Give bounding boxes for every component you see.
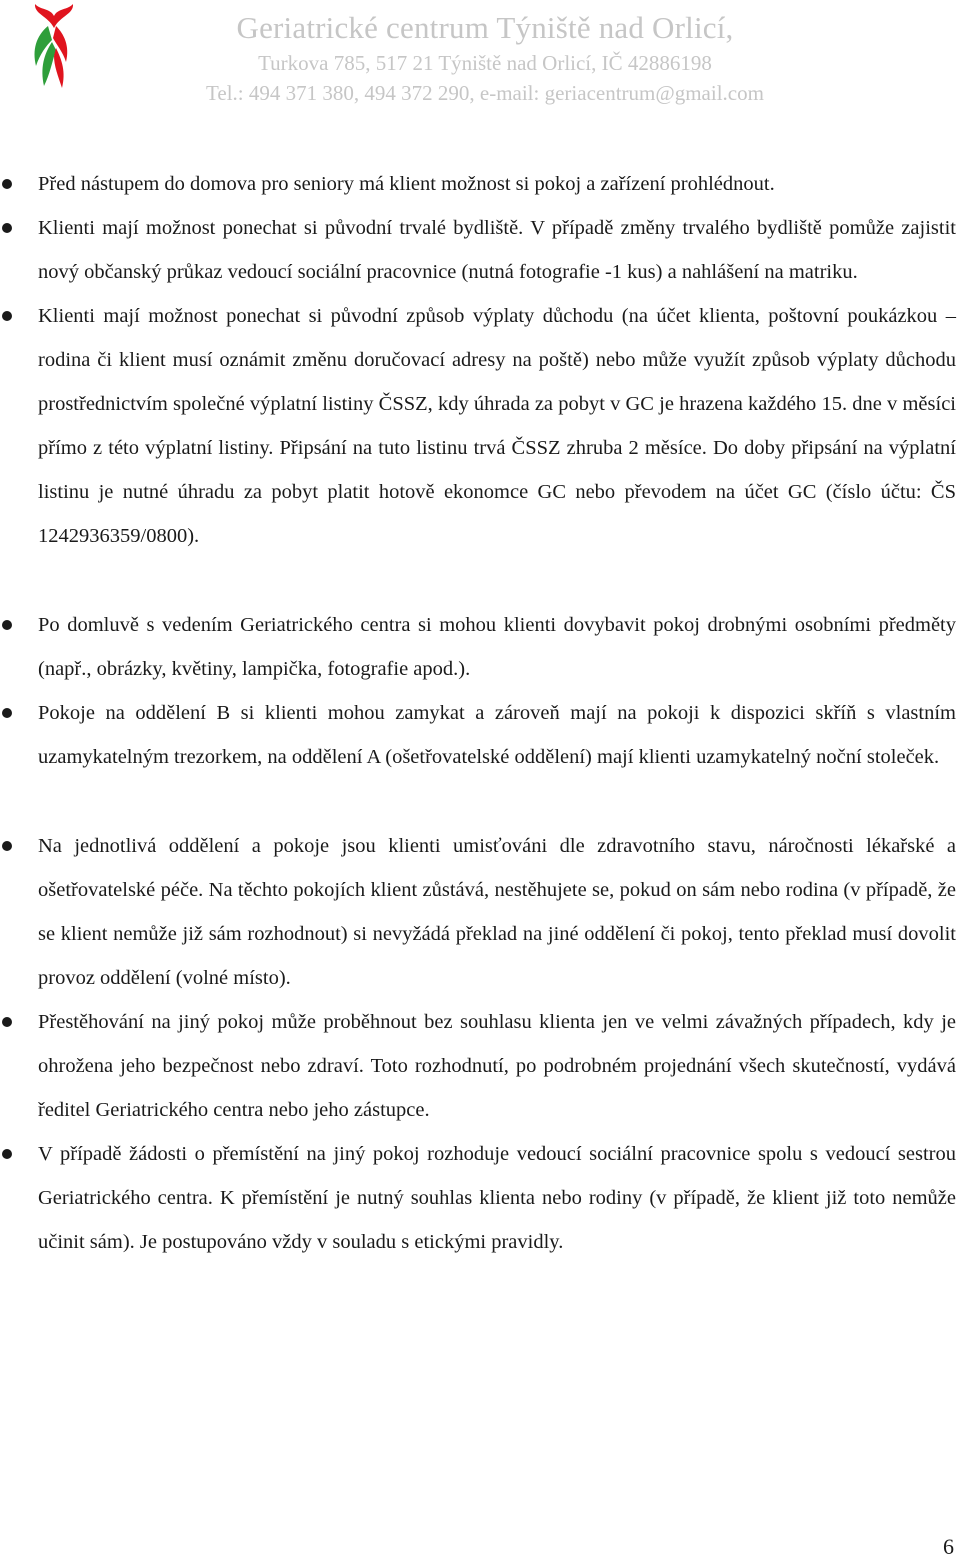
bullet-icon: [2, 1149, 12, 1159]
organization-contact: Tel.: 494 371 380, 494 372 290, e-mail: geriacentrum@gmail.com: [206, 81, 764, 105]
geriatric-centre-logo-icon: [26, 2, 82, 90]
paragraph-gap: [0, 779, 960, 824]
list-item-text: V případě žádosti o přemístění na jiný pokoj rozhoduje vedoucí sociální pracovnice spolu s vedoucí sestrou Geriatrického centra. K přemístění je nutný souhlas klienta nebo rodiny (v případě, že klient již toto nemůže učinit sám). Je postupováno vždy v souladu s etickými pravidly.: [38, 1143, 956, 1253]
bullet-icon: [2, 179, 12, 189]
bullet-icon: [2, 1017, 12, 1027]
list-item: [0, 1000, 960, 1132]
letterhead-text: [140, 8, 830, 108]
bullet-icon: [2, 311, 12, 321]
list-item: [0, 162, 960, 206]
list-item: [0, 294, 960, 558]
list-item-text: Před nástupem do domova pro seniory má klient možnost si pokoj a zařízení prohlédnout.: [38, 173, 775, 195]
list-item-text: Po domluvě s vedením Geriatrického centra si mohou klienti dovybavit pokoj drobnými osobními předměty (např., obrázky, květiny, lampička, fotografie apod.).: [38, 614, 956, 680]
organization-address: Turkova 785, 517 21 Týniště nad Orlicí, IČ 42886198: [258, 51, 712, 75]
list-item: [0, 1132, 960, 1264]
page-number: 6: [943, 1534, 954, 1559]
bullet-list: [0, 162, 960, 558]
bullet-list: [0, 603, 960, 779]
bullet-icon: [2, 620, 12, 630]
list-item: [0, 824, 960, 1000]
bullet-icon: [2, 841, 12, 851]
paragraph-gap: [0, 558, 960, 603]
organization-name: Geriatrické centrum Týniště nad Orlicí,: [236, 10, 734, 45]
list-item-text: Přestěhování na jiný pokoj může proběhnout bez souhlasu klienta jen ve velmi závažných případech, kdy je ohrožena jeho bezpečnost nebo zdraví. Toto rozhodnutí, po podrobném projednání všech skutečností, vydává ředitel Geriatrického centra nebo jeho zástupce.: [38, 1011, 956, 1121]
list-item-text: Klienti mají možnost ponechat si původní způsob výplaty důchodu (na účet klienta, poštovní poukázkou – rodina či klient musí oznámit změnu doručovací adresy na poště) nebo může využít způsob výplaty důchodu prostřednictvím společné výplatní listiny ČSSZ, kdy úhrada za pobyt v GC je hrazena každého 15. dne v měsíci přímo z této výplatní listiny. Připsání na tuto listinu trvá ČSSZ zhruba 2 měsíce. Do doby připsání na výplatní listinu je nutné úhradu za pobyt platit hotově ekonomce GC nebo převodem na účet GC (číslo účtu: ČS 1242936359/0800).: [38, 305, 956, 547]
list-item-text: Klienti mají možnost ponechat si původní trvalé bydliště. V případě změny trvalého bydliště pomůže zajistit nový občanský průkaz vedoucí sociální pracovnice (nutná fotografie -1 kus) a nahlášení na matriku.: [38, 217, 956, 283]
document-body: [0, 162, 960, 1264]
list-item: [0, 206, 960, 294]
list-item-text: Na jednotlivá oddělení a pokoje jsou klienti umisťováni dle zdravotního stavu, náročnosti lékařské a ošetřovatelské péče. Na těchto pokojích klient zůstává, nestěhujete se, pokud on sám nebo rodina (v případě, že se klient nemůže již sám rozhodnout) si nevyžádá překlad na jiné oddělení či pokoj, tento překlad musí dovolit provoz oddělení (volné místo).: [38, 835, 956, 989]
list-item: [0, 603, 960, 691]
list-item-text: Pokoje na oddělení B si klienti mohou zamykat a zároveň mají na pokoji k dispozici skříň s vlastním uzamykatelným trezorkem, na oddělení A (ošetřovatelské oddělení) mají klienti uzamykatelný noční stoleček.: [38, 702, 956, 768]
list-item: [0, 691, 960, 779]
letterhead: [0, 0, 960, 120]
bullet-list: [0, 824, 960, 1264]
bullet-icon: [2, 708, 12, 718]
bullet-icon: [2, 223, 12, 233]
